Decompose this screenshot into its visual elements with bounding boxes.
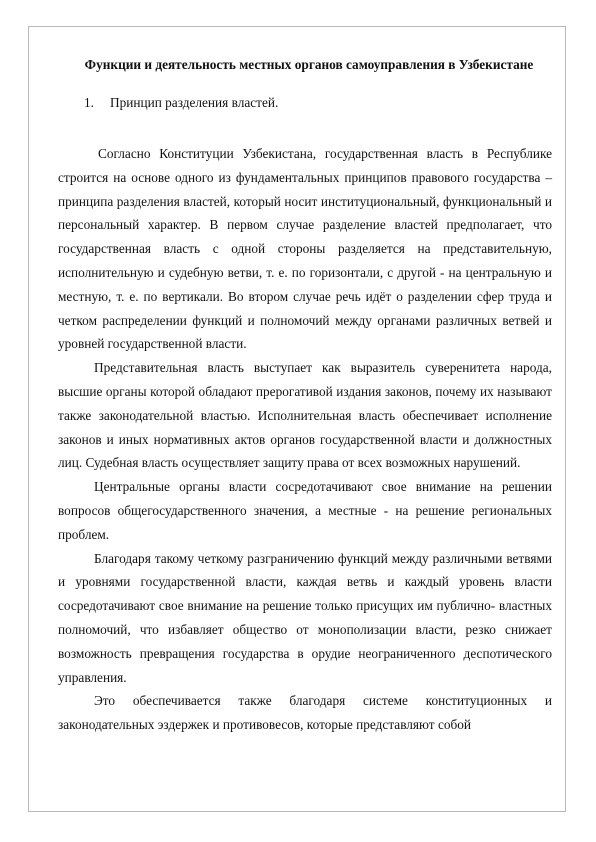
paragraph-5: Это обеспечивается также благодаря системе конституционных и законодательных эздержек и противовесов, которые представляют собой — [58, 693, 552, 733]
blank-line — [58, 112, 552, 134]
paragraph-4: Благодаря такому четкому разграничению функций между различными ветвями и уровнями государственной власти, каждая ветвь и каждый уровень власти сосредотачивают свое внимание на решение только присущих им публично- властных полномочий, что избавляет общество от монополизации власти, резко снижает возможность превращения государства в орудие неограниченного деспотического управления. — [58, 550, 552, 685]
document-body — [58, 56, 552, 737]
paragraph-3: Центральные органы власти сосредотачивают свое внимание на решении вопросов общегосударственного значения, а местные - на решение региональных проблем. — [58, 479, 552, 542]
document-title: Функции и деятельность местных органов самоуправления в Узбекистане — [84, 57, 534, 72]
section-heading — [58, 94, 552, 112]
section-heading-text: Принцип разделения властей. — [110, 95, 279, 110]
paragraph-2: Представительная власть выступает как выразитель суверенитета народа, высшие органы которой обладают прерогативой издания законов, почему их называют также законодательной властью. Исполнительная власть обеспечивает исполнение законов и иных нормативных актов органов государственной власти и должностных лиц. Судебная власть осуществляет защиту права от всех возможных нарушений. — [58, 360, 552, 471]
paragraph-1: Согласно Конституции Узбекистана, государственная власть в Республике строится на основе одного из фундаментальных принципов правового государства – принципа разделения властей, который носит институциональный, функциональный и персональный характер. В первом случае разделение властей предполагает, что государственная власть с одной стороны разделяется на представительную, исполнительную и судебную ветви, т. е. по горизонтали, с другой - на центральную и местную, т. е. по вертикали. Во втором случае речь идёт о разделении сфер труда и четком распределении функций и полномочий между органами различных ветвей и уровней государственной власти. — [58, 146, 552, 352]
section-number: 1. — [84, 95, 94, 110]
